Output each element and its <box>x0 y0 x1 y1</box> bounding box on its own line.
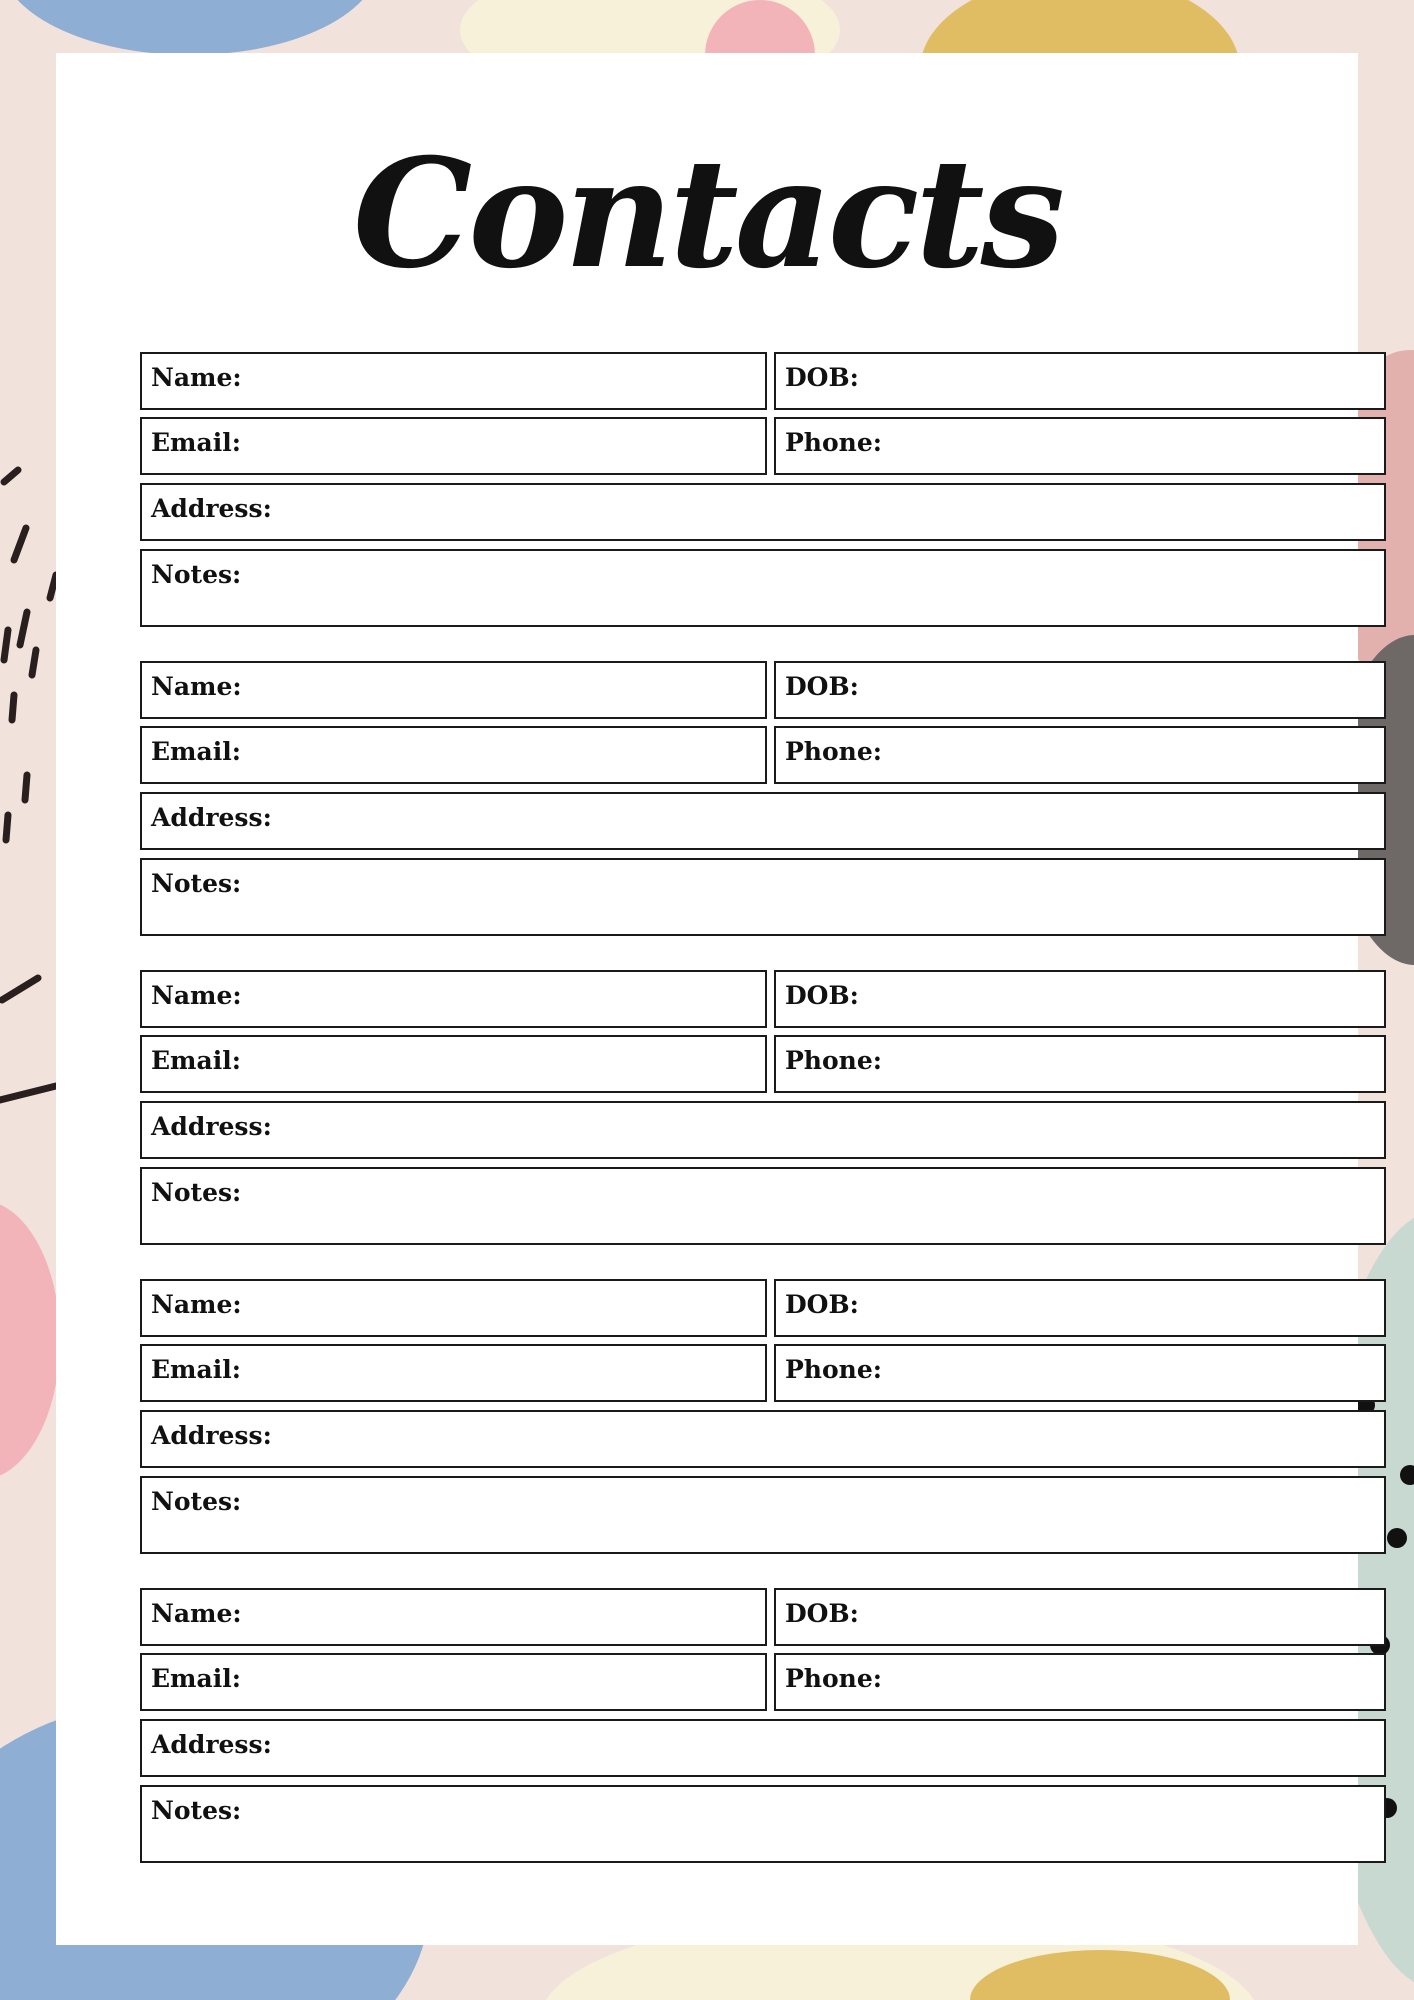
address-label: Address: <box>151 1112 272 1141</box>
email-field[interactable] <box>140 1344 767 1402</box>
name-field[interactable] <box>140 661 767 719</box>
dob-label: DOB: <box>785 1599 859 1628</box>
name-field[interactable] <box>140 352 767 410</box>
phone-label: Phone: <box>785 1046 882 1075</box>
email-label: Email: <box>151 1355 241 1384</box>
dob-field[interactable] <box>774 661 1386 719</box>
notes-field[interactable] <box>140 858 1386 936</box>
address-label: Address: <box>151 1421 272 1450</box>
dob-label: DOB: <box>785 672 859 701</box>
dob-field[interactable] <box>774 970 1386 1028</box>
name-label: Name: <box>151 672 242 701</box>
notes-field[interactable] <box>140 1785 1386 1863</box>
email-field[interactable] <box>140 417 767 475</box>
name-label: Name: <box>151 363 242 392</box>
notes-label: Notes: <box>151 869 242 898</box>
notes-label: Notes: <box>151 1487 242 1516</box>
email-label: Email: <box>151 737 241 766</box>
notes-field[interactable] <box>140 1167 1386 1245</box>
contacts-sheet <box>56 53 1358 1945</box>
dob-field[interactable] <box>774 1588 1386 1646</box>
name-field[interactable] <box>140 1279 767 1337</box>
notes-label: Notes: <box>151 1796 242 1825</box>
dob-label: DOB: <box>785 981 859 1010</box>
name-field[interactable] <box>140 1588 767 1646</box>
address-field[interactable] <box>140 1101 1386 1159</box>
notes-label: Notes: <box>151 560 242 589</box>
address-label: Address: <box>151 803 272 832</box>
address-field[interactable] <box>140 1719 1386 1777</box>
dob-field[interactable] <box>774 1279 1386 1337</box>
notes-field[interactable] <box>140 549 1386 627</box>
email-label: Email: <box>151 428 241 457</box>
notes-label: Notes: <box>151 1178 242 1207</box>
name-label: Name: <box>151 1599 242 1628</box>
email-label: Email: <box>151 1664 241 1693</box>
address-field[interactable] <box>140 1410 1386 1468</box>
phone-label: Phone: <box>785 428 882 457</box>
email-field[interactable] <box>140 726 767 784</box>
address-label: Address: <box>151 494 272 523</box>
phone-field[interactable] <box>774 1344 1386 1402</box>
dob-label: DOB: <box>785 1290 859 1319</box>
phone-label: Phone: <box>785 1664 882 1693</box>
page-title: Contacts <box>352 126 1062 302</box>
dob-label: DOB: <box>785 363 859 392</box>
address-field[interactable] <box>140 792 1386 850</box>
phone-field[interactable] <box>774 417 1386 475</box>
email-field[interactable] <box>140 1653 767 1711</box>
name-label: Name: <box>151 981 242 1010</box>
notes-field[interactable] <box>140 1476 1386 1554</box>
address-field[interactable] <box>140 483 1386 541</box>
phone-field[interactable] <box>774 1035 1386 1093</box>
email-field[interactable] <box>140 1035 767 1093</box>
name-label: Name: <box>151 1290 242 1319</box>
phone-label: Phone: <box>785 1355 882 1384</box>
name-field[interactable] <box>140 970 767 1028</box>
address-label: Address: <box>151 1730 272 1759</box>
dob-field[interactable] <box>774 352 1386 410</box>
phone-field[interactable] <box>774 726 1386 784</box>
phone-field[interactable] <box>774 1653 1386 1711</box>
phone-label: Phone: <box>785 737 882 766</box>
email-label: Email: <box>151 1046 241 1075</box>
